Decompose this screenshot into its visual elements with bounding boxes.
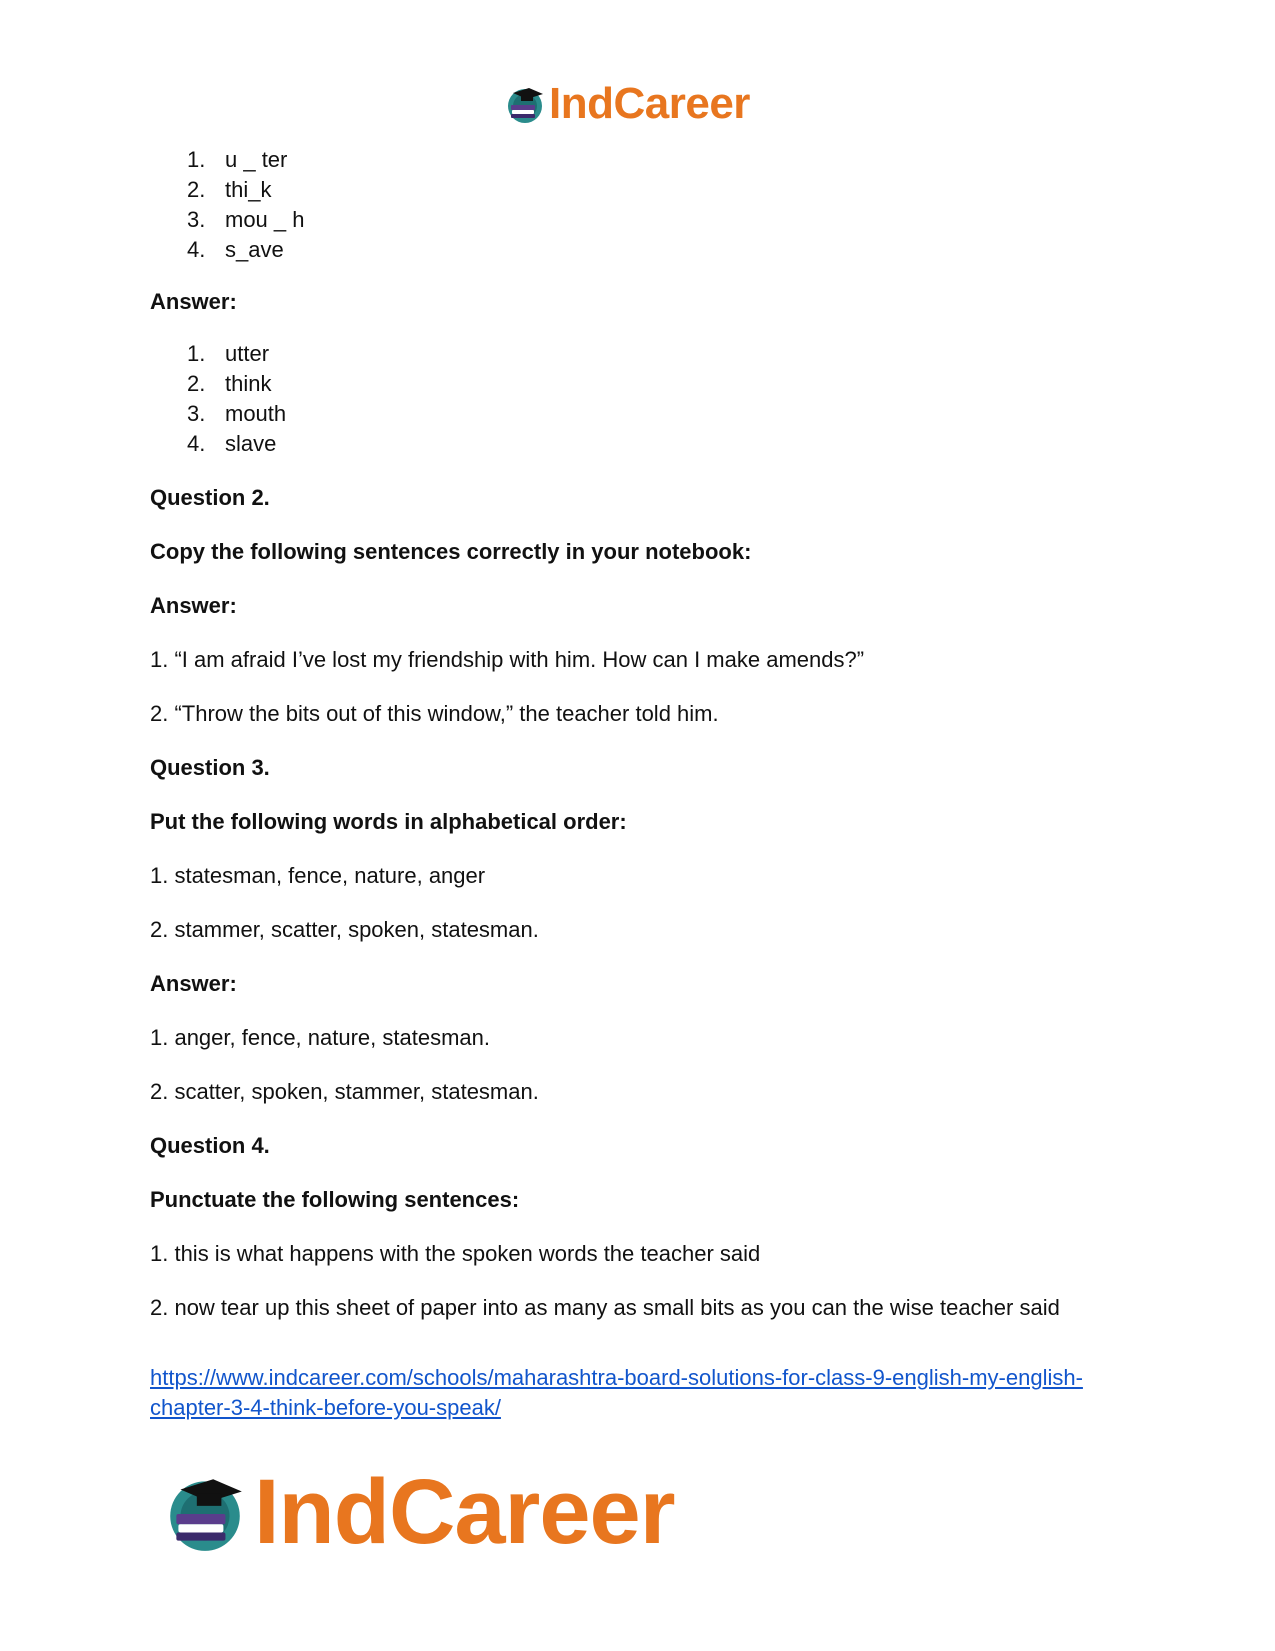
brand-name: IndCareer <box>254 1460 675 1563</box>
document-body <box>150 145 1130 1423</box>
question-3-item-2: 2. stammer, scatter, spoken, statesman. <box>150 917 539 942</box>
list-item: 1. utter <box>187 341 270 366</box>
answer-list <box>150 339 1130 459</box>
question-2-title: Question 2. <box>150 485 270 510</box>
missing-letters-list <box>150 145 1130 265</box>
brand-logo-bottom <box>160 1460 675 1563</box>
question-2-answer-heading: Answer: <box>150 593 237 618</box>
book-globe-icon <box>160 1467 250 1557</box>
question-3-answer-heading: Answer: <box>150 971 237 996</box>
question-4-title: Question 4. <box>150 1133 270 1158</box>
answer-heading: Answer: <box>150 289 237 314</box>
question-3-item-1: 1. statesman, fence, nature, anger <box>150 863 486 888</box>
brand-name: IndCareer <box>549 79 750 128</box>
list-item: 4. slave <box>187 431 277 456</box>
question-3-prompt: Put the following words in alphabetical order: <box>150 809 627 834</box>
question-4-item-1: 1. this is what happens with the spoken words the teacher said <box>150 1241 761 1266</box>
source-link-line-2[interactable]: chapter-3-4-think-before-you-speak/ <box>150 1395 501 1420</box>
question-4-item-2: 2. now tear up this sheet of paper into as many as small bits as you can the wise teacher said <box>150 1295 1060 1320</box>
list-item: 2. thi_k <box>187 177 272 202</box>
list-item: 2. think <box>187 371 272 396</box>
question-3-answer-2: 2. scatter, spoken, stammer, statesman. <box>150 1079 539 1104</box>
question-2-answer-1: 1. “I am afraid I’ve lost my friendship with him. How can I make amends?” <box>150 647 865 672</box>
list-item: 1. u _ ter <box>187 147 288 172</box>
question-2-prompt: Copy the following sentences correctly in your notebook: <box>150 539 752 564</box>
question-2-answer-2: 2. “Throw the bits out of this window,” the teacher told him. <box>150 701 719 726</box>
question-4-prompt: Punctuate the following sentences: <box>150 1187 520 1212</box>
source-link-line-1[interactable]: https://www.indcareer.com/schools/maharashtra-board-solutions-for-class-9-english-my-english- <box>150 1365 1083 1390</box>
list-item: 3. mou _ h <box>187 207 305 232</box>
question-3-title: Question 3. <box>150 755 270 780</box>
brand-logo-top <box>503 80 750 128</box>
book-globe-icon <box>503 82 547 126</box>
source-link[interactable] <box>150 1363 1130 1423</box>
list-item: 4. s_ave <box>187 237 284 262</box>
question-3-answer-1: 1. anger, fence, nature, statesman. <box>150 1025 490 1050</box>
list-item: 3. mouth <box>187 401 287 426</box>
